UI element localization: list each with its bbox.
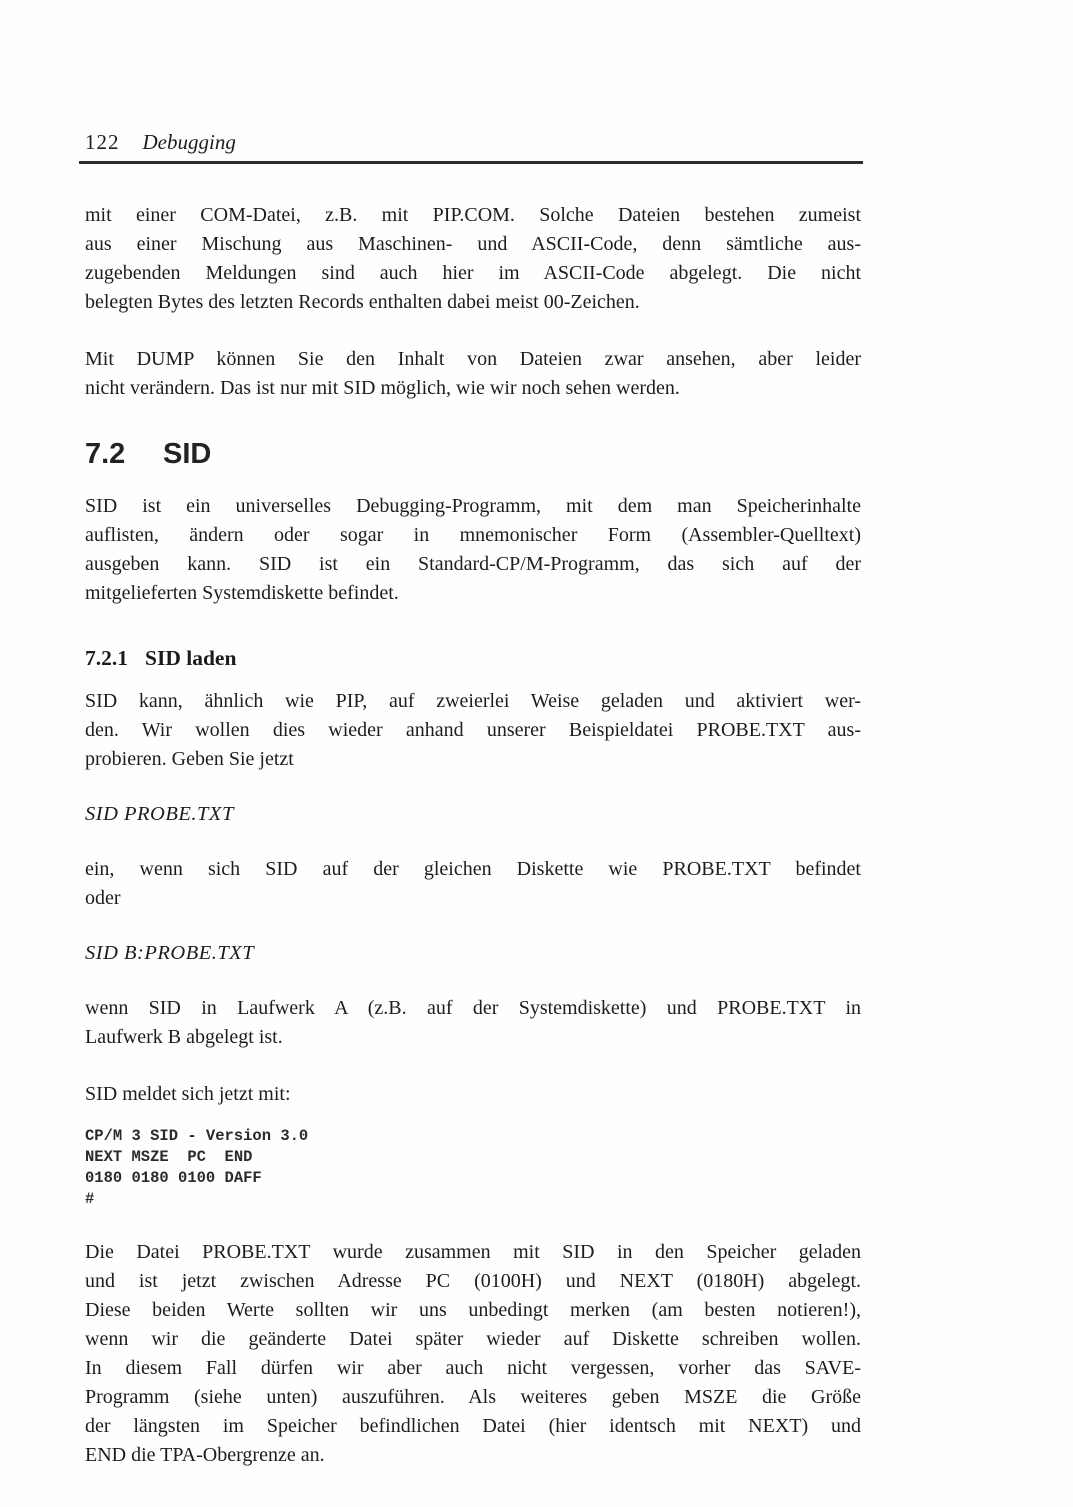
text-line: 0180 0180 0100 DAFF xyxy=(85,1169,262,1187)
subsection-number: 7.2.1 xyxy=(85,646,128,670)
chapter-title: Debugging xyxy=(142,130,236,154)
text-line: SID ist ein universelles Debugging-Programm, mit dem man Speicherinhalte xyxy=(85,495,861,517)
text-line: und ist jetzt zwischen Adresse PC (0100H) und NEXT (0180H) abgelegt. xyxy=(85,1270,861,1292)
section-number: 7.2 xyxy=(85,438,126,470)
header-rule xyxy=(79,161,863,164)
text-line: Mit DUMP können Sie den Inhalt von Dateien zwar ansehen, aber leider xyxy=(85,348,861,370)
text-line: mit einer COM-Datei, z.B. mit PIP.COM. Solche Dateien bestehen zumeist xyxy=(85,204,861,226)
running-head xyxy=(85,130,861,154)
text-line: Laufwerk B abgelegt ist. xyxy=(85,1026,283,1048)
page-number: 122 xyxy=(85,130,120,154)
page-content xyxy=(85,0,861,1470)
body-paragraph-5 xyxy=(85,855,861,913)
text-line: CP/M 3 SID - Version 3.0 xyxy=(85,1127,309,1145)
text-line: belegten Bytes des letzten Records enthalten dabei meist 00-Zeichen. xyxy=(85,291,640,313)
body-paragraph-4 xyxy=(85,687,861,774)
text-line: SID meldet sich jetzt mit: xyxy=(85,1083,291,1105)
body-paragraph-8 xyxy=(85,1238,861,1470)
text-line: END die TPA-Obergrenze an. xyxy=(85,1444,325,1466)
text-line: aus einer Mischung aus Maschinen- und ASCII-Code, denn sämtliche aus- xyxy=(85,233,861,255)
body-paragraph-1 xyxy=(85,201,861,317)
text-line: wenn wir die geänderte Datei später wieder auf Diskette schreiben wollen. xyxy=(85,1328,861,1350)
text-line: mitgelieferten Systemdiskette befindet. xyxy=(85,582,399,604)
text-line: Diese beiden Werte sollten wir uns unbedingt merken (am besten notieren!), xyxy=(85,1299,861,1321)
subsection-heading xyxy=(85,645,861,671)
body-paragraph-3 xyxy=(85,492,861,608)
section-title: SID xyxy=(163,438,212,470)
text-line: ein, wenn sich SID auf der gleichen Diskette wie PROBE.TXT befindet xyxy=(85,858,861,880)
text-line: In diesem Fall dürfen wir aber auch nicht vergessen, vorher das SAVE- xyxy=(85,1357,861,1379)
text-line: nicht verändern. Das ist nur mit SID möglich, wie wir noch sehen werden. xyxy=(85,377,680,399)
text-line: der längsten im Speicher befindlichen Datei (hier identsch mit NEXT) und xyxy=(85,1415,861,1437)
terminal-output xyxy=(85,1126,861,1210)
text-line: oder xyxy=(85,887,121,909)
text-line: Die Datei PROBE.TXT wurde zusammen mit SID in den Speicher geladen xyxy=(85,1241,861,1263)
section-heading xyxy=(85,437,861,471)
text-line: auflisten, ändern oder sogar in mnemonischer Form (Assembler-Quelltext) xyxy=(85,524,861,546)
text-line: Programm (siehe unten) auszuführen. Als weiteres geben MSZE die Größe xyxy=(85,1386,861,1408)
text-line: den. Wir wollen dies wieder anhand unserer Beispieldatei PROBE.TXT aus- xyxy=(85,719,861,741)
text-line: ausgeben kann. SID ist ein Standard-CP/M-Programm, das sich auf der xyxy=(85,553,861,575)
text-line: NEXT MSZE PC END xyxy=(85,1148,253,1166)
body-paragraph-6 xyxy=(85,994,861,1052)
text-line: SID kann, ähnlich wie PIP, auf zweierlei Weise geladen und aktiviert wer- xyxy=(85,690,861,712)
text-line: zugebenden Meldungen sind auch hier im ASCII-Code abgelegt. Die nicht xyxy=(85,262,861,284)
text-line: # xyxy=(85,1190,95,1208)
body-paragraph-7 xyxy=(85,1080,861,1109)
subsection-title: SID laden xyxy=(145,646,237,670)
command-line-sid-b-probe: SID B:PROBE.TXT xyxy=(85,942,255,964)
body-paragraph-2 xyxy=(85,345,861,403)
text-line: wenn SID in Laufwerk A (z.B. auf der Systemdiskette) und PROBE.TXT in xyxy=(85,997,861,1019)
text-line: probieren. Geben Sie jetzt xyxy=(85,748,294,770)
command-line-sid-probe: SID PROBE.TXT xyxy=(85,803,234,825)
